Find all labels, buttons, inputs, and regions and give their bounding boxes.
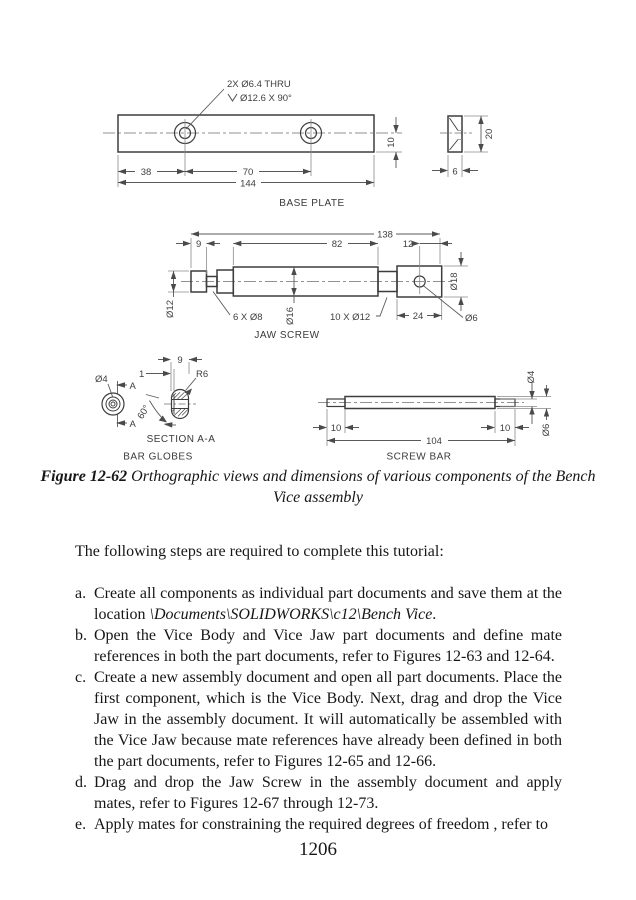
dim-dia4-globes: Ø4 [95, 374, 108, 385]
section-view [164, 390, 196, 419]
dim-82: 82 [331, 239, 343, 250]
dim-9-globes: 9 [177, 355, 183, 366]
dim-20: 20 [484, 128, 495, 140]
list-item [75, 625, 562, 667]
dim-10-left: 10 [330, 423, 342, 434]
base-plate-side-view [432, 116, 495, 178]
page-number: 1206 [299, 839, 337, 860]
note-6xd8: 6 X Ø8 [233, 312, 263, 323]
list-marker: c. [75, 669, 87, 686]
dim-70: 70 [242, 167, 254, 178]
note-10xd12: 10 X Ø12 [330, 312, 371, 323]
list-item [75, 772, 562, 814]
dim-1: 1 [139, 369, 145, 380]
step-text: Apply mates for constraining the required degrees of freedom , refer to [94, 816, 549, 833]
jaw-screw-label: JAW SCREW [254, 330, 320, 341]
dim-10-right: 10 [499, 423, 511, 434]
list-item-text [94, 667, 562, 772]
body-text [75, 541, 562, 835]
list-item [75, 814, 562, 835]
dim-r6: R6 [196, 369, 209, 380]
list-marker: d. [75, 774, 87, 791]
list-item-text [94, 625, 562, 667]
list-item [75, 667, 562, 772]
dim-dia18: Ø18 [449, 272, 460, 291]
dim-dia6: Ø6 [465, 313, 478, 324]
dim-12: 12 [402, 239, 414, 250]
dim-60deg: 60° [135, 403, 153, 422]
list-marker: a. [75, 585, 87, 602]
intro-paragraph: The following steps are required to complete this tutorial: [75, 543, 444, 560]
list-marker: e. [75, 816, 87, 833]
figure-caption-text: Orthographic views and dimensions of various components of the Bench Vice assembly [127, 468, 596, 506]
dim-dia12: Ø12 [165, 300, 176, 318]
screw-bar-label: SCREW BAR [386, 451, 452, 463]
list-item-text [94, 583, 562, 625]
dim-9: 9 [196, 239, 202, 250]
list-item [75, 583, 562, 625]
section-mark-a-top: A [129, 381, 136, 392]
dim-dia4-bar: Ø4 [526, 370, 537, 384]
jaw-screw-drawing [165, 230, 478, 342]
countersink-callout [186, 79, 292, 129]
list-marker: b. [75, 627, 87, 644]
section-cut-line [116, 381, 137, 430]
dim-dia16: Ø16 [285, 307, 296, 325]
step-text-italic: \Documents\SOLIDWORKS\c12\Bench Vice [149, 606, 433, 623]
dim-138: 138 [377, 229, 393, 241]
dim-10-height: 10 [386, 137, 397, 148]
dim-104: 104 [426, 436, 442, 447]
countersink-icon [228, 94, 237, 101]
callout-line2: Ø12.6 X 90° [240, 93, 292, 104]
step-list [75, 583, 562, 835]
step-text: Drag and drop the Jaw Screw in the assembly document and apply mates, refer to Figures 12-67 through 12-73. [94, 774, 562, 812]
figure-number: Figure 12-62 [40, 468, 128, 485]
step-text: Create all components as individual part documents and save them at the location [94, 585, 562, 623]
base-plate-label: BASE PLATE [279, 198, 345, 209]
bar-globes-label: BAR GLOBES [123, 451, 193, 463]
dim-144: 144 [240, 178, 256, 190]
step-text: Open the Vice Body and Vice Jaw part documents and define mate references in both the part documents, refer to Figures 12-63 and 12-64. [94, 627, 562, 665]
list-item-text [94, 772, 562, 814]
screw-bar-drawing [313, 371, 552, 463]
bar-globes-drawing [95, 355, 215, 463]
step-text: Create a new assembly document and open all part documents. Place the first component, which is the Vice Body. Next, drag and drop the Vice Jaw in the assembly document. It will automatically be assembled with the Vice Jaw because mate references have already been defined in both the part documents, refer to Figures 12-65 and 12-66. [94, 669, 562, 770]
figure-caption [38, 466, 598, 508]
list-item-text [94, 814, 562, 835]
section-label: SECTION A-A [146, 434, 216, 445]
section-mark-a-bottom: A [129, 419, 136, 430]
dim-dia6-bar: Ø6 [541, 423, 552, 437]
base-plate-drawing [103, 79, 495, 209]
dim-38: 38 [140, 167, 152, 178]
dim-24: 24 [412, 311, 424, 322]
step-text-tail: . [432, 606, 437, 623]
dim-6: 6 [452, 166, 458, 178]
callout-line1: 2X Ø6.4 THRU [227, 79, 291, 90]
